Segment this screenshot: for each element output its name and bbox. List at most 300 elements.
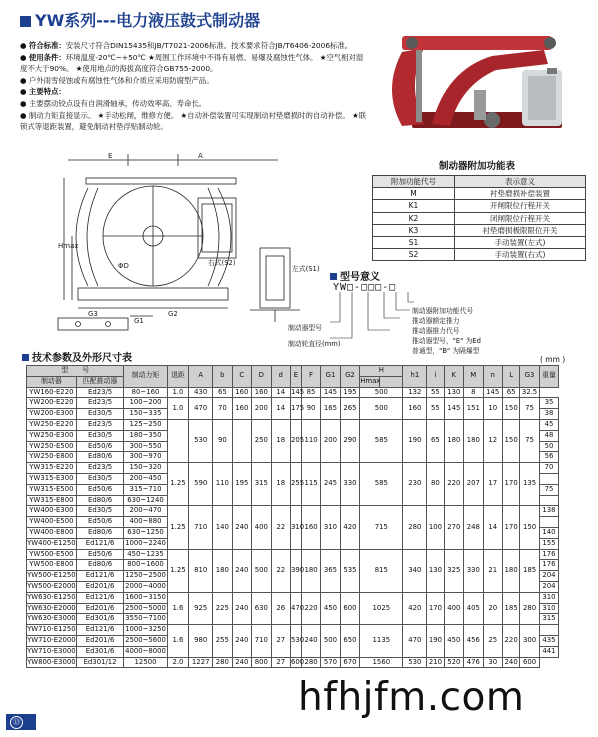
additional-cell: 手动装置(左式) [454,236,585,248]
table-cell: 670 [340,657,359,668]
table-cell: 180 [502,549,519,592]
table-cell: 600 [340,592,359,624]
table-cell: 8 [464,387,483,398]
table-cell [232,419,251,462]
additional-cell: 开闸限位行程开关 [454,200,585,212]
header-cell: 制动器 [27,376,77,387]
model-code: YW□-□□□-□ [333,282,397,293]
table-cell: 70 [539,463,558,474]
table-cell: 530 [290,625,301,657]
dim-label: E [108,152,113,160]
table-cell: 530 [189,419,213,462]
table-cell: 535 [340,549,359,592]
table-cell: 500 [360,387,403,398]
table-cell: 50 [539,441,558,452]
table-cell: 200 [252,398,271,420]
additional-row [373,249,586,261]
table-cell: 195 [232,463,251,506]
table-cell: 310 [290,506,301,549]
table-cell: 420 [403,592,427,624]
table-cell: YW710-E1250 [27,625,77,636]
bullet-icon: ● [20,52,29,62]
model-label: 制动器型号 [288,324,322,332]
header-cell: F [301,366,320,388]
table-cell: 1.6 [167,625,189,657]
table-cell: 90 [301,398,320,420]
table-cell: 21 [483,549,502,592]
dim-label: G3 [88,310,98,318]
table-cell: YW630-E3000 [27,614,77,625]
table-cell: 315 [252,463,271,506]
spec-line [20,98,370,110]
spec-text: 制动力矩直接显示。 ★手动松闸，维修方便。 ★自动补偿装置可实现制动衬垫磨损时的自动补偿。 ★联锁式等退距装置，避免制动衬垫浮贴制动轮。 [20,110,367,132]
table-cell: YW315-E800 [27,495,77,506]
table-cell: 1.0 [167,398,189,420]
table-cell: 450 [321,592,340,624]
table-cell: 27 [271,625,290,657]
table-cell: 26 [271,592,290,624]
table-cell: Ed50/6 [76,549,124,560]
table-cell: 160 [301,506,320,549]
header-cell: D [252,366,271,388]
table-cell: 240 [232,592,251,624]
table-cell: 240 [232,506,251,549]
table-cell: 200~470 [124,506,167,517]
table-cell: 200~450 [124,473,167,484]
table-cell: 145 [290,387,301,398]
table-cell: 2.0 [167,657,189,668]
table-row [27,419,581,430]
table-cell: 630~1250 [124,527,167,538]
table-cell: 240 [301,625,320,657]
table-cell: Ed121/6 [76,625,124,636]
table-cell: 70 [213,398,232,420]
table-cell: 240 [232,657,251,668]
table-cell: 150 [502,398,519,420]
table-cell: 185 [502,592,519,624]
table-cell: 240 [502,657,519,668]
header-cell: H [360,366,403,377]
table-cell: 55 [427,387,444,398]
table-cell: 25 [483,625,502,657]
table-cell: 180 [301,549,320,592]
table-cell: 1.25 [167,549,189,592]
table-cell: 22 [271,549,290,592]
spec-text: 环境温度-20℃~+50℃ ★周围工作环境中不得有易燃、易爆及腐蚀性气体。 ★空气相对湿度不大于90%。 ★使用地点的海拔高度符合GB755-2000。 [20,52,364,74]
table-cell: 85 [301,387,320,398]
table-cell: 248 [464,506,483,549]
table-cell: 32.5 [520,387,539,398]
header-cell: C [232,366,251,388]
spec-key: 符合标准： [28,41,66,50]
table-cell: 435 [539,635,558,646]
table-cell: Ed80/6 [76,452,124,463]
table-cell: 245 [321,463,340,506]
table-cell: 980 [189,625,213,657]
table-cell: 630 [252,592,271,624]
table-cell: 22 [271,506,290,549]
table-cell: YW400-E500 [27,517,77,528]
table-cell: 35 [539,398,558,409]
table-cell: 14 [271,387,290,398]
table-cell: 220 [502,625,519,657]
table-cell: 205 [290,419,301,462]
table-cell: 1025 [360,592,403,624]
table-cell: 110 [301,419,320,462]
table-cell: 815 [360,549,403,592]
table-cell: 38 [539,409,558,420]
table-cell: 500 [360,398,403,420]
table-cell: Ed121/6 [76,571,124,582]
header-cell: G1 [321,366,340,388]
header-cell: K [444,366,463,388]
table-cell: 3550~7100 [124,614,167,625]
table-cell: Ed50/6 [76,517,124,528]
table-cell: 180 [213,549,232,592]
header-cell: 制动力矩 [124,366,167,388]
model-label: 制动轮直径(mm) [288,340,341,348]
header-cell: 匹配推动器 [76,376,124,387]
header-cell: Hmax [360,376,379,387]
table-cell: 75 [520,398,539,420]
table-cell: YW500-E500 [27,549,77,560]
table-cell: 155 [539,538,558,549]
table-cell: Ed50/6 [76,441,124,452]
drawing-label-right: 右式(S2) [208,259,236,267]
table-cell: 130 [444,387,463,398]
table-cell: 145 [444,398,463,420]
table-cell: 150~335 [124,409,167,420]
table-cell: Ed80/6 [76,560,124,571]
brake-side-drawing [220,248,332,328]
model-label: 制动器附加功能代号 [412,307,474,315]
spec-line [20,75,370,87]
table-cell: 14 [271,398,290,420]
table-cell: 1.6 [167,592,189,624]
table-cell: 255 [290,463,301,506]
table-cell: 230 [403,463,427,506]
table-cell: 1000~3250 [124,625,167,636]
additional-row [373,236,586,248]
table-cell: YW250-E220 [27,419,77,430]
header-cell: G3 [520,366,539,388]
table-cell: 165 [321,398,340,420]
table-cell: 400 [252,506,271,549]
table-cell: 500 [252,549,271,592]
table-cell: 340 [403,549,427,592]
bullet-icon: ● [20,98,29,108]
table-cell: 280 [301,657,320,668]
table-cell: Ed201/6 [76,581,124,592]
table-cell [167,419,189,462]
table-row [27,592,581,603]
table-cell: 190 [403,419,427,462]
table-cell: 1000~2240 [124,538,167,549]
table-cell: 45 [539,419,558,430]
table-cell: 150 [520,506,539,549]
table-cell: 315~710 [124,484,167,495]
spec-line [20,40,370,52]
table-cell: 280 [403,506,427,549]
spec-key: 主要特点： [28,87,66,97]
table-cell: 200 [321,419,340,462]
table-cell: 75 [539,484,558,495]
table-title: 技术参数及外形尺寸表 [22,349,132,364]
table-cell: 365 [321,549,340,592]
table-cell: Ed30/5 [76,430,124,441]
header-cell: A [189,366,213,388]
table-cell: 130 [427,549,444,592]
table-cell: 330 [340,463,359,506]
table-row [27,506,581,517]
table-cell: Ed121/6 [76,538,124,549]
table-cell: YW200-E220 [27,398,77,409]
table-cell: Ed30/5 [76,473,124,484]
header-cell [379,376,403,387]
dim-label: G2 [168,310,178,318]
bullet-icon: ● [20,87,29,97]
table-cell: 195 [340,387,359,398]
table-row [27,463,581,474]
table-cell: YW710-E2000 [27,635,77,646]
dim-label: Hmax [58,242,79,250]
additional-cell: 手动装置(右式) [454,249,585,261]
table-cell: 450 [444,625,463,657]
table-cell: 430 [189,387,213,398]
table-cell: 1600~3150 [124,592,167,603]
spec-line [20,110,370,133]
table-row [27,398,581,409]
table-cell: YW500-E1250 [27,571,77,582]
table-cell: 175 [290,398,301,420]
header-cell: d [271,366,290,388]
table-cell: 27 [271,657,290,668]
table-cell: 225 [213,592,232,624]
table-cell: 1.25 [167,463,189,506]
additional-cell: 衬垫磨损补偿装置 [454,188,585,200]
additional-row [373,224,586,236]
table-cell [539,473,558,484]
table-cell: 925 [189,592,213,624]
unit-label: ( mm ) [540,355,566,364]
table-cell: 55 [427,398,444,420]
table-cell: 160 [232,387,251,398]
table-cell: 710 [252,625,271,657]
additional-cell: K2 [373,212,455,224]
table-cell: YW400-E300 [27,506,77,517]
table-cell: 12500 [124,657,167,668]
header-cell: M [464,366,483,388]
table-cell: 140 [539,527,558,538]
additional-cell: S2 [373,249,455,261]
model-square-icon [330,273,337,280]
table-cell: 56 [539,452,558,463]
table-cell: 150 [502,419,519,462]
watermark: hfhjfm.com [298,675,525,720]
table-cell: 810 [189,549,213,592]
table-cell: YW500-E800 [27,560,77,571]
table-cell: 135 [520,463,539,506]
table-cell: Ed23/5 [76,398,124,409]
header-cell: i [427,366,444,388]
additional-cell: M [373,188,455,200]
table-cell: YW315-E220 [27,463,77,474]
table-cell: 18 [271,463,290,506]
table-cell: YW710-E3000 [27,646,77,657]
table-cell: 300 [520,625,539,657]
table-row [27,387,581,398]
table-cell: 441 [539,646,558,657]
header-cell: h1 [403,366,427,388]
table-cell: 710 [189,506,213,549]
table-cell: Ed121/6 [76,592,124,603]
table-header-row [27,366,581,377]
spec-text: 安装尺寸符合DIN15435和JB/T7021-2006标准。技术要求符合JB/T6406-2006标准。 [65,41,353,50]
table-cell: 280 [520,592,539,624]
table-cell: YW160-E220 [27,387,77,398]
table-cell: 176 [539,549,558,560]
table-cell: 140 [213,506,232,549]
table-cell: 220 [444,463,463,506]
table-cell: Ed23/5 [76,387,124,398]
table-cell: 520 [444,657,463,668]
table-cell: 185 [520,549,539,592]
additional-cell: K3 [373,224,455,236]
table-cell: Ed23/5 [76,463,124,474]
table-cell: 80~160 [124,387,167,398]
table-cell: 2500~5000 [124,603,167,614]
table-cell: 250 [252,419,271,462]
table-cell: 800 [252,657,271,668]
table-cell: Ed80/6 [76,527,124,538]
table-cell: 170 [502,506,519,549]
table-cell: 300~970 [124,452,167,463]
spec-line [20,52,370,75]
table-cell: 450~1235 [124,549,167,560]
table-cell: 65 [213,387,232,398]
additional-header-cell: 附加功能代号 [373,176,455,188]
table-cell: 138 [539,506,558,517]
table-cell: 180 [444,419,463,462]
table-cell: 310 [539,592,558,603]
table-cell: YW315-E300 [27,473,77,484]
table-cell: 10 [483,398,502,420]
table-cell: 65 [502,387,519,398]
additional-cell: K1 [373,200,455,212]
model-label: 推动器型号，"E" 为Ed [412,337,481,345]
dim-label: G1 [134,317,144,325]
table-cell: 325 [444,549,463,592]
table-cell: 300~550 [124,441,167,452]
table-cell: YW800-E3000 [27,657,77,668]
table-cell: 570 [321,657,340,668]
header-cell: b [213,366,232,388]
additional-row [373,200,586,212]
table-cell: Ed80/6 [76,495,124,506]
table-cell: 590 [189,463,213,506]
table-cell: 125~250 [124,419,167,430]
bullet-icon: ● [20,110,29,120]
table-row [27,549,581,560]
table-cell: 405 [464,592,483,624]
table-cell: 145 [321,387,340,398]
table-cell: YW250-E800 [27,452,77,463]
table-cell: Ed30/5 [76,409,124,420]
table-cell: 715 [360,506,403,549]
additional-cell: 闭闸限位行程开关 [454,212,585,224]
table-cell: 500 [321,625,340,657]
table-cell: Ed301/6 [76,646,124,657]
table-cell: 75 [520,419,539,462]
table-cell: 1560 [360,657,403,668]
dim-label: A [198,152,203,160]
table-cell: 315 [539,614,558,625]
table-cell: 800~1600 [124,560,167,571]
header-cell: 型 号 [27,366,124,377]
header-cell: 退距 [167,366,189,388]
table-cell: YW250-E300 [27,430,77,441]
brake-photo [372,30,588,152]
spec-table [26,365,581,668]
table-cell: 240 [232,549,251,592]
table-cell: Ed30/5 [76,506,124,517]
table-row [27,657,581,668]
additional-row [373,212,586,224]
table-cell: 280 [213,657,232,668]
table-cell: 90 [213,419,232,462]
table-cell: 220 [301,592,320,624]
additional-table [372,175,586,261]
table-cell: Ed301/12 [76,657,124,668]
table-cell: 160 [403,398,427,420]
header-cell: 重量 [539,366,558,388]
spec-text [20,40,370,133]
title-square-icon [20,16,31,27]
model-label: 推动器推力代号 [412,327,460,335]
table-cell: 630~1240 [124,495,167,506]
table-cell: 110 [213,463,232,506]
additional-header-row [373,176,586,188]
header-cell: n [483,366,502,388]
dim-label: ΦD [118,262,129,270]
table-cell: 470 [189,398,213,420]
bullet-icon: ● [20,75,29,85]
table-cell: YW200-E300 [27,409,77,420]
table-cell: 80 [427,463,444,506]
table-cell: 204 [539,571,558,582]
table-cell: 180 [464,419,483,462]
additional-row [373,188,586,200]
table-cell: 100~200 [124,398,167,409]
table-cell: Ed201/6 [76,635,124,646]
table-cell: 65 [427,419,444,462]
table-cell: 585 [360,463,403,506]
table-cell: 290 [340,419,359,462]
table-cell: 2000~4000 [124,581,167,592]
table-cell: 180~350 [124,430,167,441]
table-cell: YW315-E500 [27,484,77,495]
table-cell: 150~320 [124,463,167,474]
table-cell: YW400-E800 [27,527,77,538]
table-cell: 1.25 [167,506,189,549]
table-cell: YW400-E1250 [27,538,77,549]
table-cell: Ed23/5 [76,419,124,430]
table-cell: 18 [271,419,290,462]
table-cell: 204 [539,581,558,592]
table-cell: 190 [427,625,444,657]
table-cell: YW630-E2000 [27,603,77,614]
table-cell: YW250-E500 [27,441,77,452]
